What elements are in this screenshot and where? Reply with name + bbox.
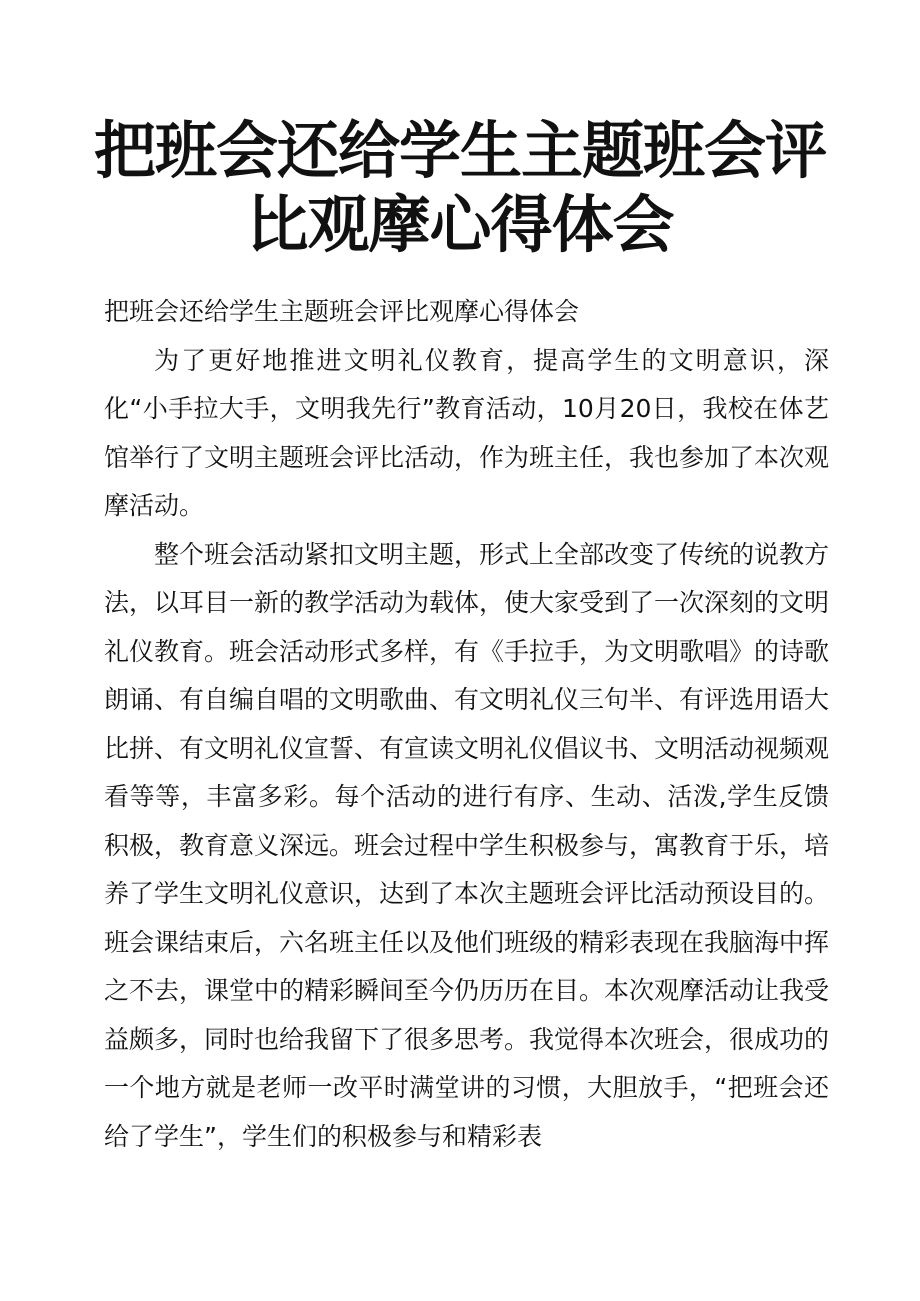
title-line-1: 把班会还给学生主题班会评 [93, 114, 826, 187]
document-body [104, 288, 829, 1161]
title-line-2: 比观摩心得体会 [246, 188, 674, 261]
document-title [60, 114, 860, 262]
paragraph-1: 为了更好地推进文明礼仪教育，提高学生的文明意识，深化“小手拉大手，文明我先行”教育活动，10月20日，我校在体艺馆举行了文明主题班会评比活动，作为班主任，我也参加了本次观摩活动。 [104, 345, 830, 520]
document-subtitle: 把班会还给学生主题班会评比观摩心得体会 [104, 297, 580, 326]
paragraph-2: 整个班会活动紧扣文明主题，形式上全部改变了传统的说教方法，以耳目一新的教学活动为载体，使大家受到了一次深刻的文明礼仪教育。班会活动形式多样，有《手拉手，为文明歌唱》的诗歌朗诵、有自编自唱的文明歌曲、有文明礼仪三句半、有评选用语大比拼、有文明礼仪宣誓、有宣读文明礼仪倡议书、文明活动视频观看等等，丰富多彩。每个活动的进行有序、生动、活泼,学生反馈积极，教育意义深远。班会过程中学生积极参与，寓教育于乐，培养了学生文明礼仪意识，达到了本次主题班会评比活动预设目的。班会课结束后，六名班主任以及他们班级的精彩表现在我脑海中挥之不去，课堂中的精彩瞬间至今仍历历在目。本次观摩活动让我受益颇多，同时也给我留下了很多思考。我觉得本次班会，很成功的一个地方就是老师一改平时满堂讲的习惯，大胆放手，“把班会还给了学生”，学生们的积极参与和精彩表 [104, 539, 830, 1151]
